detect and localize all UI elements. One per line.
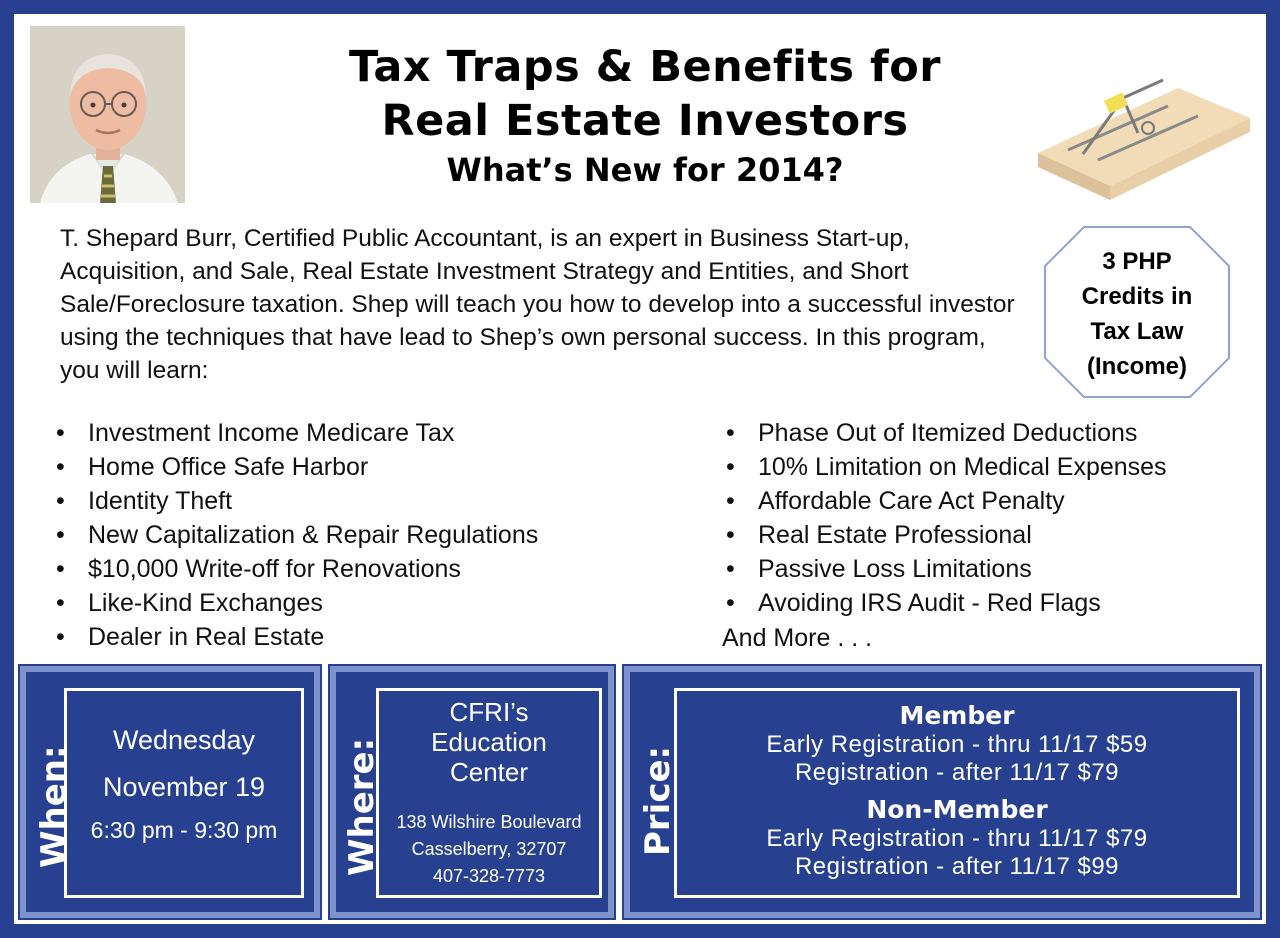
member-heading: Member [899,701,1015,730]
list-item: • Dealer in Real Estate [56,620,538,654]
nonmember-regular-price: Registration - after 11/17 $99 [794,853,1120,880]
list-item: • Real Estate Professional [726,518,1167,552]
badge-line-2: Credits in [1081,283,1193,310]
list-item: • $10,000 Write-off for Renovations [56,552,538,586]
member-regular-price: Registration - after 11/17 $79 [794,759,1120,786]
event-time: 6:30 pm - 9:30 pm [90,817,278,843]
title-subtitle: What’s New for 2014? [446,151,844,189]
list-item: • 10% Limitation on Medical Expenses [726,450,1167,484]
nonmember-early-price: Early Registration - thru 11/17 $79 [766,825,1148,852]
topics-list-left [56,416,538,654]
badge-line-1: 3 PHP [1102,248,1172,275]
venue-city: Casselberry, 32707 [411,839,567,859]
price-details [674,688,1240,898]
presenter-photo [30,26,185,203]
title-line-2: Real Estate Investors [381,96,909,146]
venue-name-3: Center [449,757,529,787]
list-item: • Identity Theft [56,484,538,518]
event-date: November 19 [102,772,266,802]
venue-name-2: Education [431,727,547,757]
list-item: • Avoiding IRS Audit - Red Flags [726,586,1167,620]
list-item: • New Capitalization & Repair Regulations [56,518,538,552]
venue-phone: 407-328-7773 [432,866,546,886]
intro-paragraph: T. Shepard Burr, Certified Public Accountant, is an expert in Business Start-up, Acquisition, and Sale, Real Estate Investment Strategy and Entities, and Short Sale/Foreclosure taxation. Shep will teach you how to develop into a successful investor using the techniques that have lead to Shep’s own personal success. In this program, you will learn: [60,225,1015,384]
member-early-price: Early Registration - thru 11/17 $59 [766,731,1148,758]
when-panel [20,666,320,918]
when-label: When: [34,745,74,868]
credits-badge [1044,226,1230,398]
where-label: Where: [342,737,382,876]
where-details [376,688,602,898]
nonmember-heading: Non-Member [866,795,1048,824]
price-panel [624,666,1260,918]
event-day: Wednesday [112,725,256,755]
list-item: • Home Office Safe Harbor [56,450,538,484]
list-item: • Like-Kind Exchanges [56,586,538,620]
when-details [64,688,304,898]
flyer-title [240,40,1050,190]
list-item: • Passive Loss Limitations [726,552,1167,586]
list-item: • Affordable Care Act Penalty [726,484,1167,518]
topics-list-right [726,416,1167,620]
title-line-1: Tax Traps & Benefits for [349,42,941,92]
badge-line-4: (Income) [1086,353,1187,380]
and-more-text: And More . . . [722,624,873,652]
badge-line-3: Tax Law [1090,318,1184,345]
where-panel [330,666,614,918]
price-label: Price: [638,745,678,856]
mousetrap-image [1028,58,1253,208]
venue-address: 138 Wilshire Boulevard [396,812,582,832]
list-item: • Phase Out of Itemized Deductions [726,416,1167,450]
list-item: • Investment Income Medicare Tax [56,416,538,450]
venue-name-1: CFRI’s [449,697,529,727]
